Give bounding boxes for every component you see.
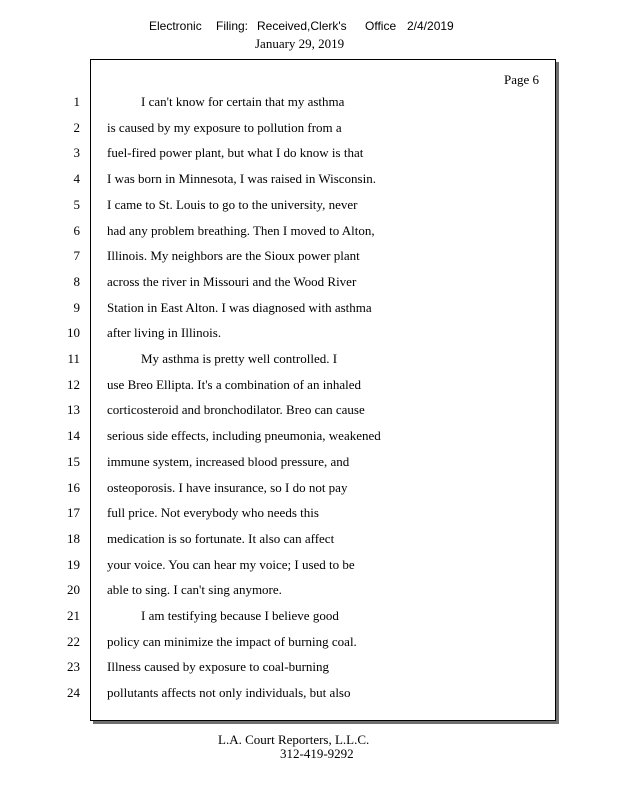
line-number: 2 (73, 119, 80, 135)
stamp-word-filing: Filing: (216, 19, 249, 33)
electronic-filing-stamp (0, 19, 618, 37)
line-number: 17 (67, 505, 80, 521)
line-number: 20 (67, 582, 80, 598)
line-text: I was born in Minnesota, I was raised in Wisconsin. (107, 171, 376, 187)
line-number: 19 (67, 556, 80, 572)
line-text: able to sing. I can't sing anymore. (107, 582, 282, 598)
line-text: full price. Not everybody who needs this (107, 505, 319, 521)
line-text: Illinois. My neighbors are the Sioux power plant (107, 248, 360, 264)
line-number: 21 (67, 608, 80, 623)
line-text: I am testifying because I believe good (141, 608, 339, 623)
line-number: 8 (73, 273, 80, 289)
line-number: 22 (67, 633, 80, 649)
line-text: pollutants affects not only individuals, but also (107, 685, 351, 701)
line-number: 10 (67, 325, 80, 341)
line-text: immune system, increased blood pressure, and (107, 453, 350, 469)
line-text: fuel-fired power plant, but what I do know is that (107, 145, 364, 161)
line-number: 9 (73, 299, 80, 315)
line-text: your voice. You can hear my voice; I used to be (107, 556, 355, 572)
page-number: Page 6 (504, 72, 540, 87)
stamp-word-received-clerks: Received,Clerk's (257, 19, 347, 33)
line-number: 11 (67, 351, 80, 366)
line-text: My asthma is pretty well controlled. I (141, 351, 338, 366)
line-number: 4 (73, 171, 80, 187)
line-number: 18 (67, 530, 80, 546)
stamp-word-electronic: Electronic (149, 19, 202, 33)
line-number: 7 (73, 248, 80, 264)
line-number: 15 (67, 453, 80, 469)
stamp-word-office: Office (365, 19, 397, 33)
line-text: I can't know for certain that my asthma (141, 94, 345, 109)
line-text: I came to St. Louis to go to the university, never (107, 196, 358, 212)
line-text: serious side effects, including pneumonia, weakened (107, 428, 381, 444)
line-number: 3 (73, 145, 80, 161)
line-text: use Breo Ellipta. It's a combination of an inhaled (107, 376, 361, 392)
line-text: after living in Illinois. (107, 325, 222, 341)
line-number: 16 (67, 479, 80, 495)
line-text: osteoporosis. I have insurance, so I do not pay (107, 479, 348, 495)
line-text: policy can minimize the impact of burning coal. (107, 633, 357, 649)
stamp-date: 2/4/2019 (407, 19, 454, 33)
line-text: corticosteroid and bronchodilator. Breo can cause (107, 402, 365, 418)
court-reporter-phone: 312-419-9292 (280, 746, 354, 761)
line-text: medication is so fortunate. It also can affect (107, 530, 335, 546)
line-number: 12 (67, 376, 80, 392)
line-text: is caused by my exposure to pollution from a (107, 119, 342, 135)
line-number: 23 (67, 659, 80, 675)
line-text: Station in East Alton. I was diagnosed with asthma (107, 299, 372, 315)
line-number: 13 (67, 402, 80, 418)
line-text: had any problem breathing. Then I moved to Alton, (107, 222, 375, 238)
line-number: 24 (67, 685, 80, 701)
line-text: Illness caused by exposure to coal-burning (107, 659, 330, 675)
line-number: 1 (73, 94, 80, 109)
filed-date: January 29, 2019 (255, 36, 345, 51)
line-text: across the river in Missouri and the Wood River (107, 273, 357, 289)
court-reporter-name: L.A. Court Reporters, L.L.C. (218, 732, 370, 747)
line-number: 14 (67, 428, 80, 444)
line-number: 6 (73, 222, 80, 238)
line-number: 5 (73, 196, 80, 212)
